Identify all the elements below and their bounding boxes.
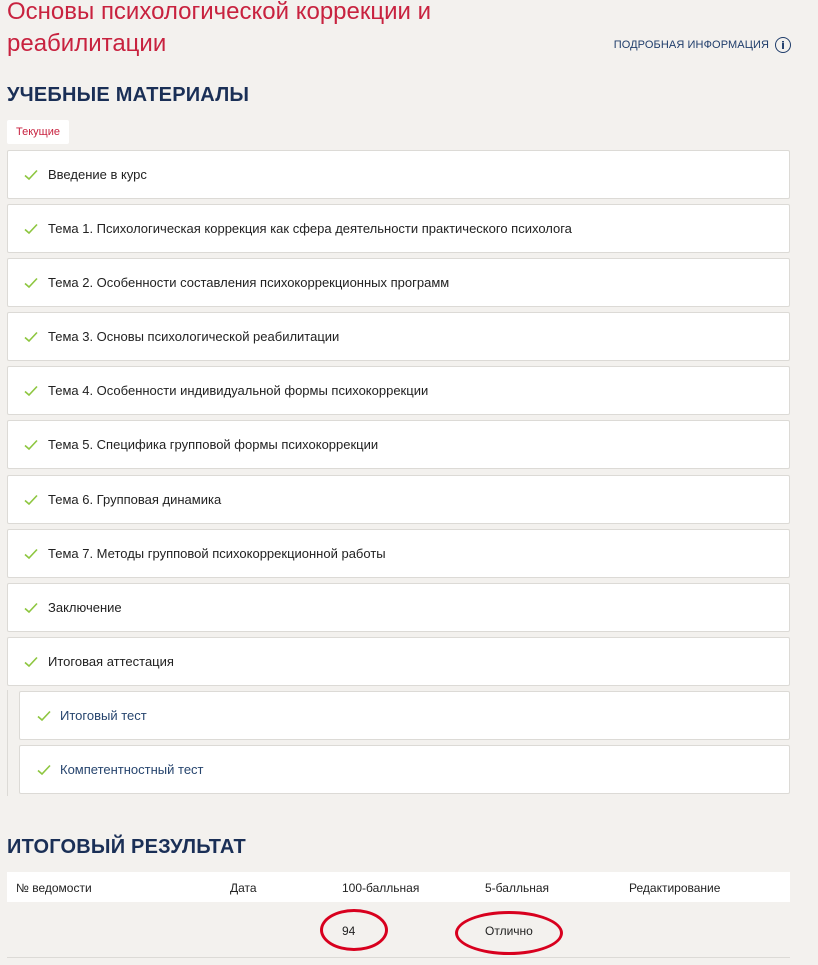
material-item[interactable]: [7, 475, 790, 524]
cell-score-100: 94: [342, 924, 356, 938]
material-item-label: Тема 2. Особенности составления психокоррекционных программ: [48, 275, 450, 290]
material-item-label: Заключение: [48, 600, 122, 615]
check-icon: [24, 602, 38, 614]
material-item-label: Тема 6. Групповая динамика: [48, 492, 222, 507]
col-score-5: 5-балльная: [485, 881, 549, 895]
material-item[interactable]: [7, 150, 790, 199]
check-icon: [24, 439, 38, 451]
material-item-label: Тема 3. Основы психологической реабилитации: [48, 329, 340, 344]
check-icon: [24, 494, 38, 506]
check-icon: [24, 548, 38, 560]
check-icon: [24, 656, 38, 668]
results-heading: ИТОГОВЫЙ РЕЗУЛЬТАТ: [7, 836, 246, 858]
materials-heading: УЧЕБНЫЕ МАТЕРИАЛЫ: [7, 84, 250, 106]
material-item[interactable]: [7, 312, 790, 361]
material-item[interactable]: [7, 637, 790, 686]
col-date: Дата: [230, 881, 257, 895]
material-item-label: Тема 1. Психологическая коррекция как сфера деятельности практического психолога: [48, 221, 572, 236]
tab-current[interactable]: Текущие: [7, 120, 69, 144]
check-icon: [24, 277, 38, 289]
check-icon: [24, 385, 38, 397]
check-icon: [24, 223, 38, 235]
check-icon: [24, 169, 38, 181]
sub-items-rail: [7, 690, 8, 796]
check-icon: [24, 331, 38, 343]
info-icon: i: [775, 37, 791, 53]
material-item-label: Введение в курс: [48, 167, 147, 182]
material-item[interactable]: [7, 204, 790, 253]
material-sub-item-label: Компетентностный тест: [60, 762, 204, 777]
check-icon: [37, 710, 51, 722]
col-record-number: № ведомости: [16, 881, 92, 895]
material-item-label: Итоговая аттестация: [48, 654, 174, 669]
cell-score-5: Отлично: [485, 924, 533, 938]
material-item-label: Тема 4. Особенности индивидуальной формы психокоррекции: [48, 383, 429, 398]
results-header-row: [7, 872, 790, 902]
material-item[interactable]: [7, 258, 790, 307]
material-item[interactable]: [7, 583, 790, 632]
material-item[interactable]: [7, 420, 790, 469]
results-table: [7, 872, 790, 958]
material-item[interactable]: [7, 529, 790, 578]
col-edit: Редактирование: [629, 881, 721, 895]
material-sub-item-label: Итоговый тест: [60, 708, 147, 723]
material-sub-item[interactable]: [19, 691, 790, 740]
col-score-100: 100-балльная: [342, 881, 420, 895]
more-info-label: ПОДРОБНАЯ ИНФОРМАЦИЯ: [613, 39, 769, 51]
material-item[interactable]: [7, 366, 790, 415]
material-item-label: Тема 5. Специфика групповой формы психокоррекции: [48, 437, 379, 452]
material-item-label: Тема 7. Методы групповой психокоррекционной работы: [48, 546, 386, 561]
more-info-link[interactable]: [614, 37, 791, 53]
material-sub-item[interactable]: [19, 745, 790, 794]
check-icon: [37, 764, 51, 776]
page-title: Основы психологической коррекции и реабилитации: [7, 0, 432, 57]
table-row: [7, 902, 790, 958]
